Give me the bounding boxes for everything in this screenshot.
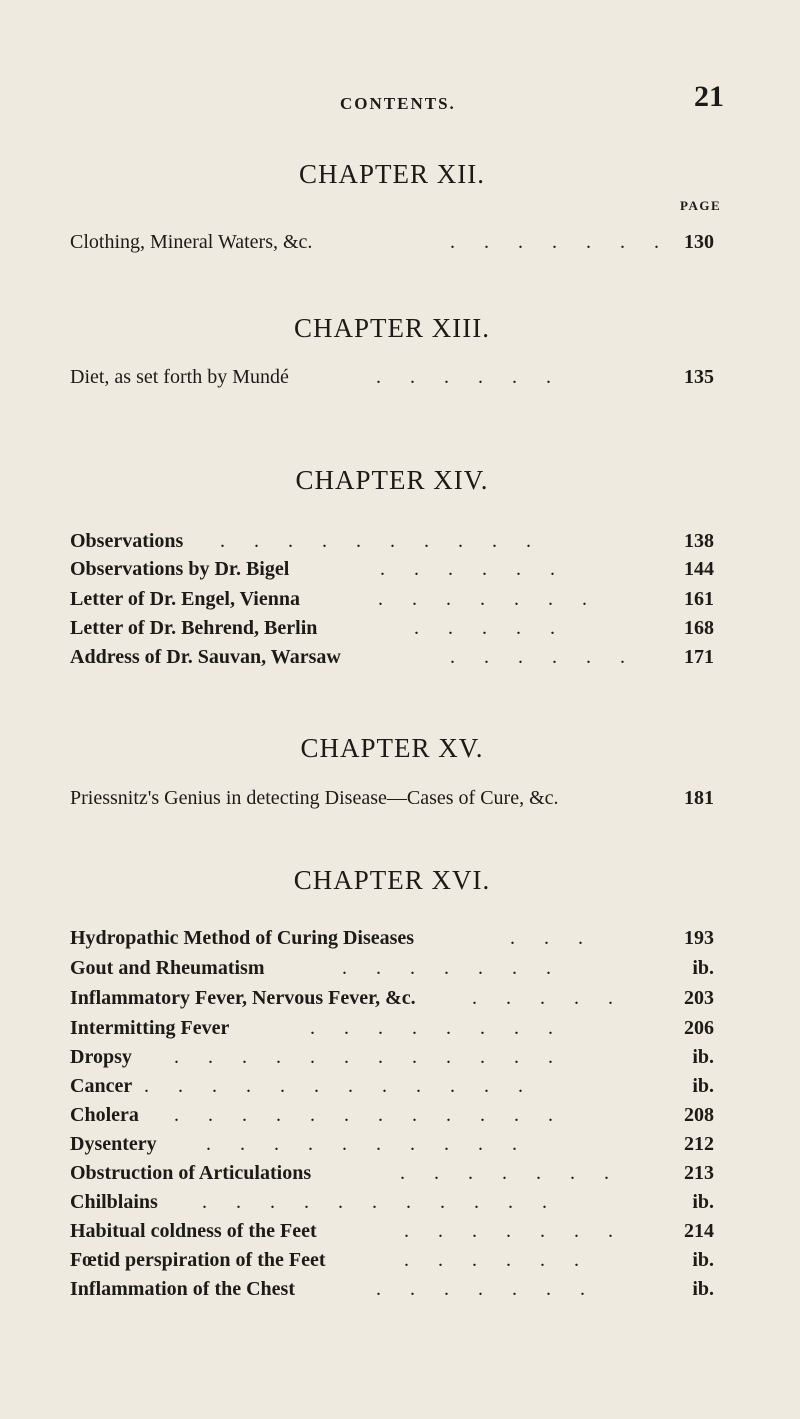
entry-page: 135 — [684, 366, 714, 388]
toc-entry — [70, 612, 750, 644]
entry-page: 208 — [684, 1104, 714, 1126]
leader-dots: . . . . . . . . . . — [206, 1133, 529, 1155]
entry-title: Cholera — [70, 1104, 139, 1126]
running-head — [0, 80, 800, 120]
toc-entry — [70, 982, 750, 1014]
toc-entry — [70, 1157, 750, 1189]
entry-page: 130 — [684, 231, 714, 253]
leader-dots: . . . . . . — [404, 1249, 591, 1271]
toc-entry — [70, 1099, 750, 1131]
entry-title: Diet, as set forth by Mundé — [70, 366, 289, 388]
entry-title: Intermitting Fever — [70, 1017, 230, 1039]
entry-page: 181 — [684, 787, 714, 809]
entry-title: Letter of Dr. Engel, Vienna — [70, 588, 300, 610]
entry-page: ib. — [692, 957, 714, 979]
entry-title: Observations by Dr. Bigel — [70, 558, 290, 580]
leader-dots: . . . . . . . — [376, 1278, 597, 1300]
entry-title: Dropsy — [70, 1046, 132, 1068]
leader-dots: . . . . . . . . . . . . — [174, 1104, 565, 1126]
page-number: 21 — [694, 80, 724, 113]
entry-title: Hydropathic Method of Curing Diseases — [70, 927, 415, 949]
entry-page: 213 — [684, 1162, 714, 1184]
entry-title: Fœtid perspiration of the Feet — [70, 1249, 326, 1271]
leader-dots: . . . . . . . — [342, 957, 563, 979]
entry-title: Observations — [70, 530, 184, 552]
entry-page: 168 — [684, 617, 714, 639]
toc-entry — [70, 1273, 750, 1305]
leader-dots: . . . . . . . . . . — [220, 530, 543, 552]
entry-title: Priessnitz's Genius in detecting Disease—Cases of Cure, &c. — [70, 787, 559, 809]
entry-page: 212 — [684, 1133, 714, 1155]
entry-title: Clothing, Mineral Waters, &c. — [70, 231, 313, 253]
chapter-title: CHAPTER XII. — [299, 159, 485, 189]
toc-entry — [70, 583, 750, 615]
leader-dots: . . . . . . — [376, 366, 563, 388]
leader-dots: . . . . . . . . — [310, 1017, 565, 1039]
entry-title: Habitual coldness of the Feet — [70, 1220, 317, 1242]
entry-page: 203 — [684, 987, 714, 1009]
toc-entry — [70, 226, 750, 258]
entry-page: ib. — [692, 1046, 714, 1068]
toc-entry — [70, 641, 750, 673]
chapter-title: CHAPTER XV. — [300, 733, 484, 763]
entry-title: Address of Dr. Sauvan, Warsaw — [70, 646, 341, 668]
entry-title: Inflammation of the Chest — [70, 1278, 295, 1300]
toc-entry — [70, 1186, 750, 1218]
chapter-heading — [0, 462, 800, 498]
entry-title: Letter of Dr. Behrend, Berlin — [70, 617, 318, 639]
leader-dots: . . . . . . . — [378, 588, 599, 610]
chapter-heading — [0, 156, 800, 192]
entry-page: 206 — [684, 1017, 714, 1039]
entry-page: 138 — [684, 530, 714, 552]
entry-title: Chilblains — [70, 1191, 158, 1213]
entry-page: 161 — [684, 588, 714, 610]
entry-title: Cancer — [70, 1075, 133, 1097]
chapter-title: CHAPTER XIII. — [294, 313, 490, 343]
entry-title: Obstruction of Articulations — [70, 1162, 312, 1184]
toc-entry — [70, 1215, 750, 1247]
entry-title: Gout and Rheumatism — [70, 957, 265, 979]
entry-title: Dysentery — [70, 1133, 157, 1155]
toc-entry — [70, 1070, 750, 1102]
chapter-title: CHAPTER XIV. — [295, 465, 489, 495]
leader-dots: . . . . . . — [450, 646, 637, 668]
leader-dots: . . . . . . . . . . . — [202, 1191, 559, 1213]
toc-entry — [70, 782, 750, 814]
toc-entry — [70, 1041, 750, 1073]
leader-dots: . . . . . . . — [400, 1162, 621, 1184]
toc-entry — [70, 1244, 750, 1276]
entry-page: 214 — [684, 1220, 714, 1242]
toc-entry — [70, 1128, 750, 1160]
toc-entry — [70, 1012, 750, 1044]
toc-entry — [70, 952, 750, 984]
entry-page: ib. — [692, 1249, 714, 1271]
chapter-heading — [0, 730, 800, 766]
leader-dots: . . . . . . . . . . . . — [174, 1046, 565, 1068]
leader-dots: . . . — [510, 927, 595, 949]
entry-page: ib. — [692, 1278, 714, 1300]
chapter-heading — [0, 310, 800, 346]
entry-title: Inflammatory Fever, Nervous Fever, &c. — [70, 987, 416, 1009]
entry-page: 144 — [684, 558, 714, 580]
toc-entry — [70, 922, 750, 954]
chapter-title: CHAPTER XVI. — [293, 865, 491, 895]
leader-dots: . . . . . . . — [404, 1220, 625, 1242]
chapter-heading — [0, 862, 800, 898]
leader-dots: . . . . . . . — [450, 231, 671, 253]
toc-entry — [70, 361, 750, 393]
leader-dots: . . . . . — [472, 987, 625, 1009]
leader-dots: . . . . . . — [380, 558, 567, 580]
leader-dots: . . . . . — [414, 617, 567, 639]
leader-dots: . . . . . . . . . . . . — [144, 1075, 535, 1097]
entry-page: 171 — [684, 646, 714, 668]
toc-entry — [70, 553, 750, 585]
entry-page: ib. — [692, 1191, 714, 1213]
running-title: CONTENTS. — [340, 94, 456, 113]
entry-page: 193 — [684, 927, 714, 949]
entry-page: ib. — [692, 1075, 714, 1097]
page-column-label: PAGE — [680, 198, 722, 213]
